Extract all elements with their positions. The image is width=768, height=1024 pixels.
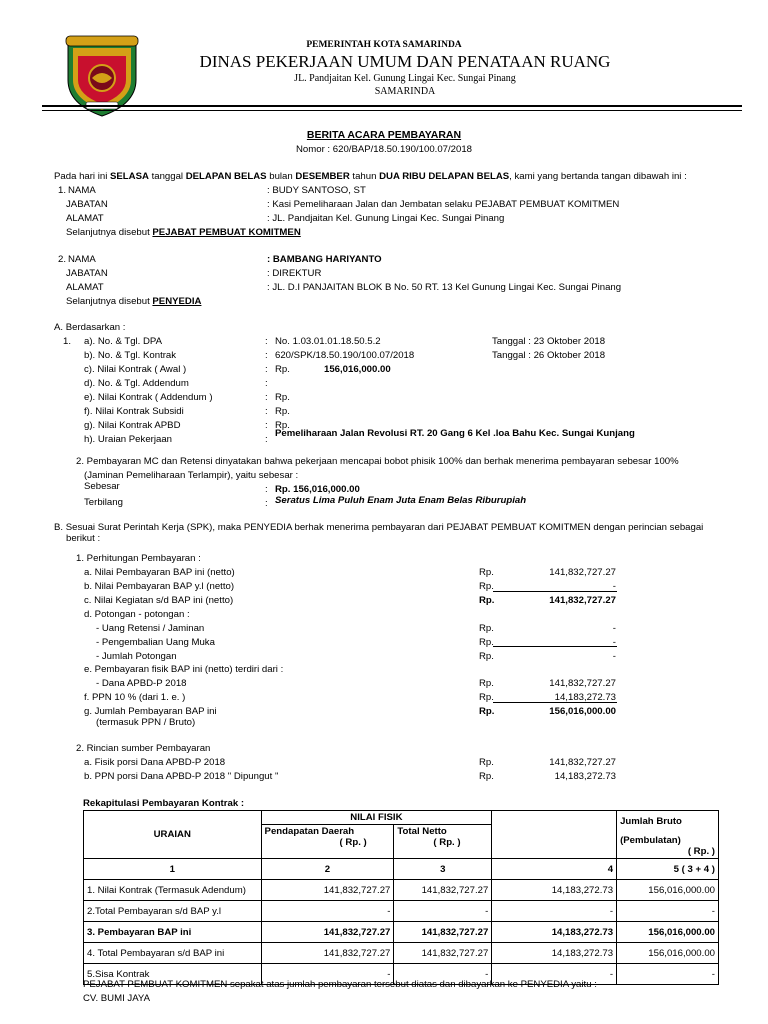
dpa-label: a). No. & Tgl. DPA xyxy=(84,336,163,347)
header-empty xyxy=(492,811,617,859)
subsidy-label: f). Nilai Kontrak Subsidi xyxy=(84,406,184,417)
colon: : xyxy=(265,406,268,417)
recap-row-label: 2.Total Pembayaran s/d BAP y.l xyxy=(84,901,262,922)
party1-name: : BUDY SANTOSO, ST xyxy=(267,185,366,196)
party2-name: : BAMBANG HARIYANTO xyxy=(267,254,382,265)
recap-cell-value: 141,832,727.27 xyxy=(261,922,394,943)
calculation-item-label: d. Potongan - potongan : xyxy=(84,609,190,620)
payment-statement-1: 2. Pembayaran MC dan Retensi dinyatakan bahwa pekerjaan mencapai bobot phisik 100% dan berhak menerima pembayaran sebesar 100% xyxy=(76,456,679,467)
recap-cell-value: 14,183,272.73 xyxy=(492,943,617,964)
calculation-item-label: - Jumlah Potongan xyxy=(96,651,177,662)
recap-cell-value: 156,016,000.00 xyxy=(617,922,719,943)
colon: : xyxy=(265,392,268,403)
calculation-item-label: g. Jumlah Pembayaran BAP ini xyxy=(84,706,217,717)
calculation-item-currency: Rp. xyxy=(479,678,494,689)
calculation-item-currency: Rp. xyxy=(479,595,495,606)
party1-address-label: ALAMAT xyxy=(66,213,104,224)
recap-cell-value: - xyxy=(617,901,719,922)
addendum-value-label: e). Nilai Kontrak ( Addendum ) xyxy=(84,392,213,403)
calculation-item-value: 14,183,272.73 xyxy=(554,692,616,703)
header-nilai-fisik: NILAI FISIK xyxy=(261,811,492,825)
recap-cell-value: - xyxy=(394,964,492,985)
colon: : xyxy=(265,420,268,431)
recap-cell-value: 141,832,727.27 xyxy=(394,880,492,901)
source-item-value: 141,832,727.27 xyxy=(549,757,616,768)
calculation-item-currency: Rp. xyxy=(479,637,494,648)
col-number: 1 xyxy=(84,859,262,880)
contract-value: 620/SPK/18.50.190/100.07/2018 xyxy=(275,350,415,361)
calculation-item-value: 141,832,727.27 xyxy=(549,678,616,689)
col-number: 2 xyxy=(261,859,394,880)
colon: : xyxy=(265,484,268,495)
calculation-title: 1. Perhitungan Pembayaran : xyxy=(76,553,201,564)
source-item-currency: Rp. xyxy=(479,757,494,768)
calculation-item-value: 156,016,000.00 xyxy=(549,706,616,717)
contract-date: Tanggal : 26 Oktober 2018 xyxy=(492,350,606,361)
recap-cell-value: 156,016,000.00 xyxy=(617,880,719,901)
source-item-label: b. PPN porsi Dana APBD-P 2018 " Dipungut " xyxy=(84,771,279,782)
subtotal-line xyxy=(493,702,617,703)
source-title: 2. Rincian sumber Pembayaran xyxy=(76,743,211,754)
contract-label: b). No. & Tgl. Kontrak xyxy=(84,350,177,361)
party1-name-label: NAMA xyxy=(68,185,96,196)
recap-table xyxy=(83,810,719,985)
party2-address-label: ALAMAT xyxy=(66,282,104,293)
colon: : xyxy=(265,364,268,375)
header-uraian: URAIAN xyxy=(84,811,262,859)
recap-row-label: 4. Total Pembayaran s/d BAP ini xyxy=(84,943,262,964)
recap-cell-value: - xyxy=(492,901,617,922)
recap-cell-value: 156,016,000.00 xyxy=(617,943,719,964)
document-number: Nomor : 620/BAP/18.50.190/100.07/2018 xyxy=(295,144,472,155)
party2-name-label: NAMA xyxy=(68,254,96,265)
rp: Rp. xyxy=(275,406,290,417)
document-title: BERITA ACARA PEMBAYARAN xyxy=(306,129,462,141)
party1-position-label: JABATAN xyxy=(66,199,108,210)
rp: Rp. xyxy=(275,420,290,431)
recap-cell-value: 14,183,272.73 xyxy=(492,922,617,943)
calculation-item-value: 141,832,727.27 xyxy=(549,567,616,578)
calculation-item-label: - Uang Retensi / Jaminan xyxy=(96,623,205,634)
amount-in-words: Seratus Lima Puluh Enam Juta Enam Belas Riburupiah xyxy=(275,495,527,506)
recap-row-label: 1. Nilai Kontrak (Termasuk Adendum) xyxy=(84,880,262,901)
recap-title: Rekapitulasi Pembayaran Kontrak : xyxy=(83,798,245,809)
recap-row xyxy=(84,901,719,922)
dpa-date: Tanggal : 23 Oktober 2018 xyxy=(492,336,606,347)
recap-row xyxy=(84,943,719,964)
total-subnote: (termasuk PPN / Bruto) xyxy=(96,717,196,728)
calculation-item-label: - Pengembalian Uang Muka xyxy=(96,637,215,648)
subtotal-line xyxy=(493,591,617,592)
colon: : xyxy=(265,350,268,361)
colon: : xyxy=(265,434,268,445)
in-words-label: Terbilang xyxy=(84,497,123,508)
recap-cell-value: - xyxy=(492,964,617,985)
source-item-value: 14,183,272.73 xyxy=(554,771,616,782)
apbd-label: g). Nilai Kontrak APBD xyxy=(84,420,181,431)
calculation-item-currency: Rp. xyxy=(479,651,494,662)
recap-cell-value: - xyxy=(394,901,492,922)
recap-row-label: 5.Sisa Kontrak xyxy=(84,964,262,985)
subtotal-line xyxy=(493,646,617,647)
col-number: 3 xyxy=(394,859,492,880)
section-b-text-1: B. Sesuai Surat Perintah Kerja (SPK), maka PENYEDIA berhak menerima pembayaran dari PEJABAT PEMBUAT KOMITMEN dengan perincian sebagai xyxy=(54,522,704,533)
header-bruto: Jumlah Bruto (Pembulatan) ( Rp. ) xyxy=(617,811,719,859)
recap-number-row xyxy=(84,859,719,880)
recap-row xyxy=(84,922,719,943)
dpa-value: No. 1.03.01.01.18.50.5.2 xyxy=(275,336,381,347)
header-divider-thin xyxy=(42,110,742,111)
rp: Rp. xyxy=(275,364,290,375)
party1-position: : Kasi Pemeliharaan Jalan dan Jembatan selaku PEJABAT PEMBUAT KOMITMEN xyxy=(267,199,620,210)
recap-cell-value: - xyxy=(261,964,394,985)
party1-address: : JL. Pandjaitan Kel. Gunung Lingai Kec. Sungai Pinang xyxy=(267,213,505,224)
party2-position-label: JABATAN xyxy=(66,268,108,279)
calculation-item-value: 141,832,727.27 xyxy=(549,595,616,606)
recap-cell-value: - xyxy=(617,964,719,985)
header-kota: SAMARINDA xyxy=(374,86,436,97)
rp: Rp. xyxy=(275,392,290,403)
party2-address: : JL. D.I PANJAITAN BLOK B No. 50 RT. 13 Kel Gunung Lingai Kec. Sungai Pinang xyxy=(267,282,622,293)
header-pemerintah: PEMERINTAH KOTA SAMARINDA xyxy=(306,40,462,50)
recap-body xyxy=(84,880,719,985)
work-description: Pemeliharaan Jalan Revolusi RT. 20 Gang 6 Kel .loa Bahu Kec. Sungai Kunjang xyxy=(275,428,635,439)
amount-label: Sebesar xyxy=(84,481,120,492)
calculation-item-label: - Dana APBD-P 2018 xyxy=(96,678,187,689)
recap-cell-value: 141,832,727.27 xyxy=(261,880,394,901)
header-pad: Pendapatan Daerah ( Rp. ) xyxy=(261,825,394,859)
calculation-item-label: a. Nilai Pembayaran BAP ini (netto) xyxy=(84,567,235,578)
calculation-item-currency: Rp. xyxy=(479,567,494,578)
initial-value-label: c). Nilai Kontrak ( Awal ) xyxy=(84,364,187,375)
recap-header-row xyxy=(84,811,719,825)
calculation-item-label: b. Nilai Pembayaran BAP y.l (netto) xyxy=(84,581,235,592)
calculation-item-currency: Rp. xyxy=(479,692,494,703)
header-dinas: DINAS PEKERJAAN UMUM DAN PENATAAN RUANG xyxy=(199,52,611,71)
party2-number: 2. xyxy=(58,254,67,265)
recap-row-label: 3. Pembayaran BAP ini xyxy=(84,922,262,943)
section-a-title: A. Berdasarkan : xyxy=(54,322,126,333)
closing-statement: PEJABAT PEMBUAT KOMITMEN sepakat atas jumlah pembayaran tersebut diatas dan dibayarkan ke PENYEDIA yaitu : xyxy=(83,979,597,990)
work-description-label: h). Uraian Pekerjaan xyxy=(84,434,172,445)
source-item-label: a. Fisik porsi Dana APBD-P 2018 xyxy=(84,757,226,768)
recap-cell-value: 141,832,727.27 xyxy=(261,943,394,964)
calculation-item-currency: Rp. xyxy=(479,706,495,717)
party2-position: : DIREKTUR xyxy=(267,268,322,279)
header-netto: Total Netto ( Rp. ) xyxy=(394,825,492,859)
addendum-label: d). No. & Tgl. Addendum xyxy=(84,378,189,389)
calculation-item-value: - xyxy=(612,637,616,648)
calculation-item-label: c. Nilai Kegiatan s/d BAP ini (netto) xyxy=(84,595,234,606)
amount-value: Rp. 156,016,000.00 xyxy=(275,484,360,495)
calculation-item-label: e. Pembayaran fisik BAP ini (netto) terdiri dari : xyxy=(84,664,284,675)
header-alamat: JL. Pandjaitan Kel. Gunung Lingai Kec. Sungai Pinang xyxy=(294,73,516,84)
recap-cell-value: - xyxy=(261,901,394,922)
recap-cell-value: 141,832,727.27 xyxy=(394,922,492,943)
col-number: 5 ( 3 + 4 ) xyxy=(617,859,719,880)
section-a-item1-number: 1. xyxy=(63,336,72,347)
colon: : xyxy=(265,498,268,509)
payment-statement-2: (Jaminan Pemeliharaan Terlampir), yaitu sebesar : xyxy=(84,470,299,481)
col-number: 4 xyxy=(492,859,617,880)
colon: : xyxy=(265,378,268,389)
calculation-item-currency: Rp. xyxy=(479,581,494,592)
company-name: CV. BUMI JAYA xyxy=(83,993,150,1004)
section-b-text-2: berikut : xyxy=(66,533,101,544)
recap-row xyxy=(84,880,719,901)
colon: : xyxy=(265,336,268,347)
calculation-item-value: - xyxy=(612,623,616,634)
opening-sentence: Pada hari ini SELASA tanggal DELAPAN BELAS bulan DESEMBER tahun DUA RIBU DELAPAN BELAS, kami yang bertanda tangan dibawah ini : xyxy=(54,171,687,182)
calculation-item-label: f. PPN 10 % (dari 1. e. ) xyxy=(84,692,186,703)
recap-cell-value: 14,183,272.73 xyxy=(492,880,617,901)
party2-designation: Selanjutnya disebut PENYEDIA xyxy=(66,296,202,307)
source-item-currency: Rp. xyxy=(479,771,494,782)
calculation-item-currency: Rp. xyxy=(479,623,494,634)
calculation-item-value: - xyxy=(612,581,616,592)
party1-designation: Selanjutnya disebut PEJABAT PEMBUAT KOMITMEN xyxy=(66,227,301,238)
calculation-item-value: - xyxy=(612,651,616,662)
recap-cell-value: 141,832,727.27 xyxy=(394,943,492,964)
party1-number: 1. xyxy=(58,185,67,196)
initial-value: 156,016,000.00 xyxy=(324,364,391,375)
header-divider-thick xyxy=(42,105,742,107)
